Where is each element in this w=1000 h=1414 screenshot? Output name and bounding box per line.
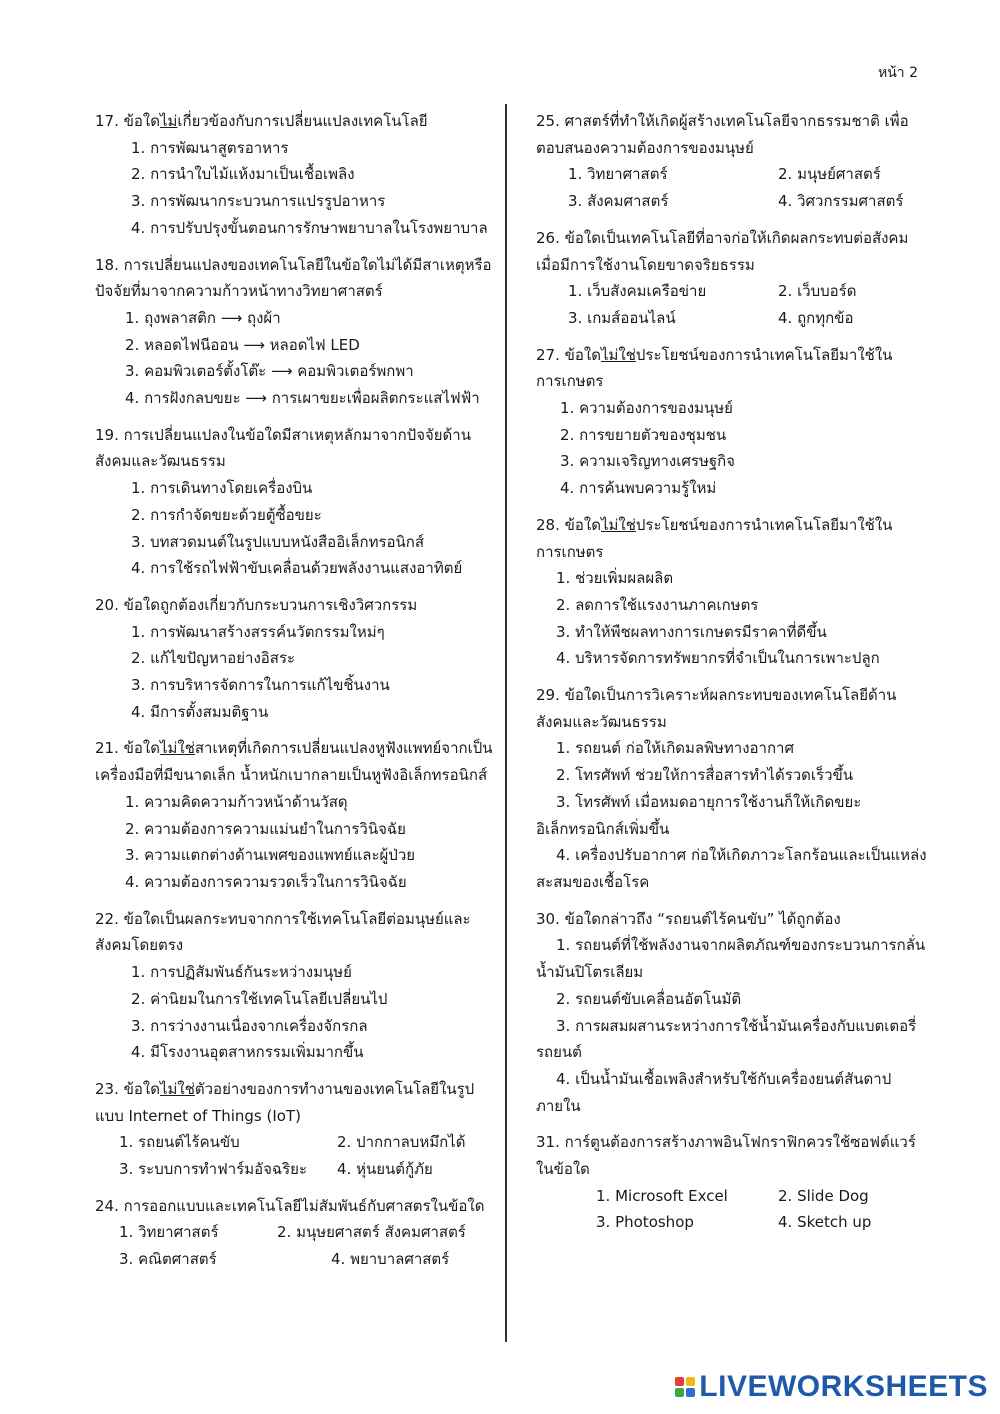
question-text — [95, 1076, 495, 1129]
question-20 — [95, 592, 495, 726]
option-1[interactable]: 1. รถยนต์ไร้คนขับ — [119, 1133, 240, 1152]
brand-name: LIVEWORKSHEETS — [699, 1370, 988, 1403]
option-3[interactable]: 3. บทสวดมนต์ในรูปแบบหนังสืออิเล็กทรอนิกส์ — [131, 532, 425, 551]
option-2[interactable]: 2. การนำใบไม้แห้งมาเป็นเชื้อเพลิง — [131, 165, 355, 184]
question-rest: ตัวอย่างของการทำงานของเทคโนโลยีในรูปแบบ Internet of Things (IoT) — [95, 1079, 475, 1125]
logo-square-yellow — [686, 1377, 695, 1386]
option-3-continued: รถยนต์ — [536, 1043, 582, 1062]
option-2[interactable]: 2. โทรศัพท์ ช่วยให้การสื่อสารทำได้รวดเร็วขึ้น — [556, 766, 854, 785]
option-3[interactable]: 3. ระบบการทำฟาร์มอัจฉริยะ — [119, 1160, 308, 1179]
option-2[interactable]: 2. ลดการใช้แรงงานภาคเกษตร — [556, 595, 759, 614]
question-number: 28. ข้อใด — [536, 515, 601, 534]
underlined-word: ไม่ — [159, 112, 178, 130]
option-4[interactable]: 4. การปรับปรุงขั้นตอนการรักษาพยาบาลในโรงพยาบาล — [131, 218, 488, 237]
option-4[interactable]: 4. เครื่องปรับอากาศ ก่อให้เกิดภาวะโลกร้อนและเป็นแหล่ง — [556, 846, 927, 865]
question-24 — [95, 1193, 495, 1273]
liveworksheets-brand[interactable] — [675, 1370, 988, 1404]
page-number: หน้า 2 — [877, 65, 918, 81]
question-text: 31. การ์ตูนต้องการสร้างภาพอินโฟกราฟิกควรใช้ซอฟต์แวร์ในข้อใด — [536, 1133, 916, 1179]
option-4-continued: ภายใน — [536, 1096, 581, 1115]
question-27 — [536, 342, 916, 502]
option-row — [536, 161, 916, 188]
underlined-word: ไม่ใช่ — [159, 1079, 195, 1098]
question-text — [536, 342, 916, 395]
logo-square-blue — [686, 1388, 695, 1397]
option-row — [536, 1183, 916, 1210]
option-3[interactable]: 3. การผสมผสานระหว่างการใช้น้ำมันเครื่องกับแบตเตอรี่ — [556, 1016, 917, 1035]
question-rest: ประโยชน์ของการนำเทคโนโลยีมาใช้ในการเกษตร — [536, 515, 893, 561]
option-4[interactable]: 4. มีการตั้งสมมติฐาน — [131, 702, 269, 721]
option-2[interactable]: 2. การกำจัดขยะด้วยตู้ซื้อขยะ — [131, 505, 322, 524]
option-4[interactable]: 4. พยาบาลศาสตร์ — [331, 1250, 450, 1269]
option-1[interactable]: 1. Microsoft Excel — [596, 1186, 728, 1205]
option-3[interactable]: 3. คอมพิวเตอร์ตั้งโต๊ะ ⟶ คอมพิวเตอร์พกพา — [125, 362, 414, 381]
option-4[interactable]: 4. หุ่นยนต์กู้ภัย — [337, 1160, 433, 1179]
option-2[interactable]: 2. ค่านิยมในการใช้เทคโนโลยีเปลี่ยนไป — [131, 989, 388, 1008]
option-row — [536, 188, 916, 215]
question-text: 18. การเปลี่ยนแปลงของเทคโนโลยีในข้อใดไม่ได้มีสาเหตุหรือปัจจัยที่มาจากความก้าวหน้าทางวิทยาศาสตร์ — [95, 255, 492, 301]
option-row — [536, 278, 916, 305]
underlined-word: ไม่ใช่ — [600, 345, 636, 364]
question-number: 23. ข้อใด — [95, 1079, 160, 1098]
question-text — [95, 735, 495, 788]
option-2[interactable]: 2. Slide Dog — [778, 1186, 869, 1205]
question-rest: สาเหตุที่เกิดการเปลี่ยนแปลงหูฟังแพทย์จากเป็นเครื่องมือที่มีขนาดเล็ก น้ำหนักเบากลายเป็นหูฟังอิเล็กทรอนิกส์ — [95, 739, 493, 785]
option-3[interactable]: 3. การว่างงานเนื่องจากเครื่องจักรกล — [131, 1016, 368, 1035]
option-4[interactable]: 4. Sketch up — [778, 1213, 872, 1232]
question-text: 26. ข้อใดเป็นเทคโนโลยีที่อาจก่อให้เกิดผลกระทบต่อสังคมเมื่อมีการใช้งานโดยขาดจริยธรรม — [536, 228, 909, 274]
question-text: 30. ข้อใดกล่าวถึง “รถยนต์ไร้คนขับ” ได้ถูกต้อง — [536, 909, 841, 928]
option-1[interactable]: 1. การพัฒนาสร้างสรรค์นวัตกรรมใหม่ๆ — [131, 622, 385, 641]
option-2[interactable]: 2. แก้ไขปัญหาอย่างอิสระ — [131, 649, 296, 668]
option-1-continued: น้ำมันปิโตรเลียม — [536, 963, 644, 982]
option-4[interactable]: 4. การค้นพบความรู้ใหม่ — [560, 479, 717, 498]
option-3[interactable]: 3. การบริหารจัดการในการแก้ไขชิ้นงาน — [131, 676, 390, 695]
option-4-continued: สะสมของเชื้อโรค — [536, 872, 650, 891]
question-22 — [95, 906, 495, 1066]
option-4[interactable]: 4. ความต้องการความรวดเร็วในการวินิจฉัย — [125, 872, 407, 891]
option-1[interactable]: 1. ถุงพลาสติก ⟶ ถุงผ้า — [125, 308, 281, 327]
option-1[interactable]: 1. ช่วยเพิ่มผลผลิต — [556, 569, 674, 588]
option-3[interactable]: 3. คณิตศาสตร์ — [119, 1250, 217, 1269]
option-3[interactable]: 3. ความแตกต่างด้านเพศของแพทย์และผู้ป่วย — [125, 846, 416, 865]
option-1[interactable]: 1. การเดินทางโดยเครื่องบิน — [131, 479, 313, 498]
option-3[interactable]: 3. เกมส์ออนไลน์ — [568, 308, 676, 327]
question-text: 25. ศาสตร์ที่ทำให้เกิดผู้สร้างเทคโนโลยีจากธรรมชาติ เพื่อตอบสนองความต้องการของมนุษย์ — [536, 112, 909, 157]
question-text: 24. การออกแบบและเทคโนโลยีไม่สัมพันธ์กับศาสตรในข้อใด — [95, 1196, 485, 1215]
option-2[interactable]: 2. หลอดไฟนีออน ⟶ หลอดไฟ LED — [125, 335, 360, 354]
option-row — [536, 1209, 916, 1236]
question-30 — [536, 906, 926, 1120]
logo-square-green — [675, 1388, 684, 1397]
option-4[interactable]: 4. การใช้รถไฟฟ้าขับเคลื่อนด้วยพลังงานแสงอาทิตย์ — [131, 559, 463, 578]
option-3-continued: อิเล็กทรอนิกส์เพิ่มขึ้น — [536, 819, 670, 838]
question-text: 29. ข้อใดเป็นการวิเคราะห์ผลกระทบของเทคโนโลยีด้านสังคมและวัฒนธรรม — [536, 686, 897, 731]
option-3[interactable]: 3. Photoshop — [596, 1213, 694, 1232]
option-1[interactable]: 1. การพัฒนาสูตรอาหาร — [131, 138, 289, 157]
option-3[interactable]: 3. โทรศัพท์ เมื่อหมดอายุการใช้งานก็ให้เกิดขยะ — [556, 792, 862, 811]
option-4[interactable]: 4. บริหารจัดการทรัพยากรที่จำเป็นในการเพาะปลูก — [556, 649, 880, 668]
question-18 — [95, 252, 495, 412]
right-column — [536, 108, 927, 1246]
option-2[interactable]: 2. มนุษย์ศาสตร์ — [778, 165, 881, 184]
question-number: 17. ข้อใด — [95, 112, 160, 130]
question-rest: เกี่ยวข้องกับการเปลี่ยนแปลงเทคโนโลยี — [177, 112, 428, 130]
question-text — [536, 512, 916, 565]
option-4[interactable]: 4. เป็นน้ำมันเชื้อเพลิงสำหรับใช้กับเครื่องยนต์สันดาป — [556, 1069, 892, 1088]
option-row — [95, 1156, 495, 1183]
option-2[interactable]: 2. ปากกาลบหมึกได้ — [337, 1133, 466, 1152]
option-4[interactable]: 4. ถูกทุกข้อ — [778, 308, 854, 327]
column-divider — [505, 104, 507, 1342]
option-1[interactable]: 1. การปฏิสัมพันธ์กันระหว่างมนุษย์ — [131, 963, 352, 982]
question-17 — [95, 108, 495, 242]
option-1[interactable]: 1. เว็บสังคมเครือข่าย — [568, 282, 707, 301]
option-1[interactable]: 1. ความคิดความก้าวหน้าด้านวัสดุ — [125, 792, 348, 811]
option-1[interactable]: 1. รถยนต์ที่ใช้พลังงานจากผลิตภัณฑ์ของกระบวนการกลั่น — [556, 936, 926, 955]
question-19 — [95, 422, 495, 582]
option-row — [95, 1129, 495, 1156]
left-column — [95, 108, 495, 1283]
question-text: 19. การเปลี่ยนแปลงในข้อใดมีสาเหตุหลักมาจากปัจจัยด้านสังคมและวัฒนธรรม — [95, 425, 471, 471]
logo-square-red — [675, 1377, 684, 1386]
option-1[interactable]: 1. วิทยาศาสตร์ — [119, 1223, 219, 1242]
option-4[interactable]: 4. การฝังกลบขยะ ⟶ การเผาขยะเพื่อผลิตกระแสไฟฟ้า — [125, 389, 480, 408]
option-3[interactable]: 3. ทำให้พืชผลทางการเกษตรมีราคาที่ดีขึ้น — [556, 622, 827, 641]
question-29 — [536, 682, 927, 896]
option-3[interactable]: 3. ความเจริญทางเศรษฐกิจ — [560, 452, 735, 471]
option-2[interactable]: 2. เว็บบอร์ด — [778, 282, 857, 301]
question-rest: ประโยชน์ของการนำเทคโนโลยีมาใช้ในการเกษตร — [536, 345, 893, 391]
option-3[interactable]: 3. สังคมศาสตร์ — [568, 192, 669, 211]
option-2[interactable]: 2. การขยายตัวของชุมชน — [560, 425, 727, 444]
option-3[interactable]: 3. การพัฒนากระบวนการแปรรูปอาหาร — [131, 192, 386, 211]
question-23 — [95, 1076, 495, 1183]
option-2[interactable]: 2. ความต้องการความแม่นยำในการวินิจฉัย — [125, 819, 406, 838]
option-1[interactable]: 1. รถยนต์ ก่อให้เกิดมลพิษทางอากาศ — [556, 739, 794, 758]
option-2[interactable]: 2. รถยนต์ขับเคลื่อนอัตโนมัติ — [556, 989, 742, 1008]
question-26 — [536, 225, 916, 332]
question-text: 22. ข้อใดเป็นผลกระทบจากการใช้เทคโนโลยีต่อมนุษย์และสังคมโดยตรง — [95, 909, 471, 955]
option-1[interactable]: 1. ความต้องการของมนุษย์ — [560, 399, 733, 418]
underlined-word: ไม่ใช่ — [600, 515, 636, 534]
option-4[interactable]: 4. วิศวกรรมศาสตร์ — [778, 192, 904, 211]
question-21 — [95, 735, 495, 895]
underlined-word: ไม่ใช่ — [159, 739, 195, 758]
option-row — [536, 305, 916, 332]
liveworksheets-logo-icon — [675, 1377, 695, 1397]
option-row — [95, 1219, 495, 1246]
question-number: 27. ข้อใด — [536, 345, 601, 364]
question-number: 21. ข้อใด — [95, 739, 160, 758]
question-text — [95, 108, 495, 135]
question-28 — [536, 512, 916, 672]
option-1[interactable]: 1. วิทยาศาสตร์ — [568, 165, 668, 184]
question-25 — [536, 108, 916, 215]
option-4[interactable]: 4. มีโรงงานอุตสาหกรรมเพิ่มมากขึ้น — [131, 1043, 364, 1062]
question-text: 20. ข้อใดถูกต้องเกี่ยวกับกระบวนการเชิงวิศวกรรม — [95, 595, 418, 614]
option-2[interactable]: 2. มนุษยศาสตร์ สังคมศาสตร์ — [277, 1223, 466, 1242]
question-31 — [536, 1129, 916, 1236]
option-row — [95, 1246, 495, 1273]
